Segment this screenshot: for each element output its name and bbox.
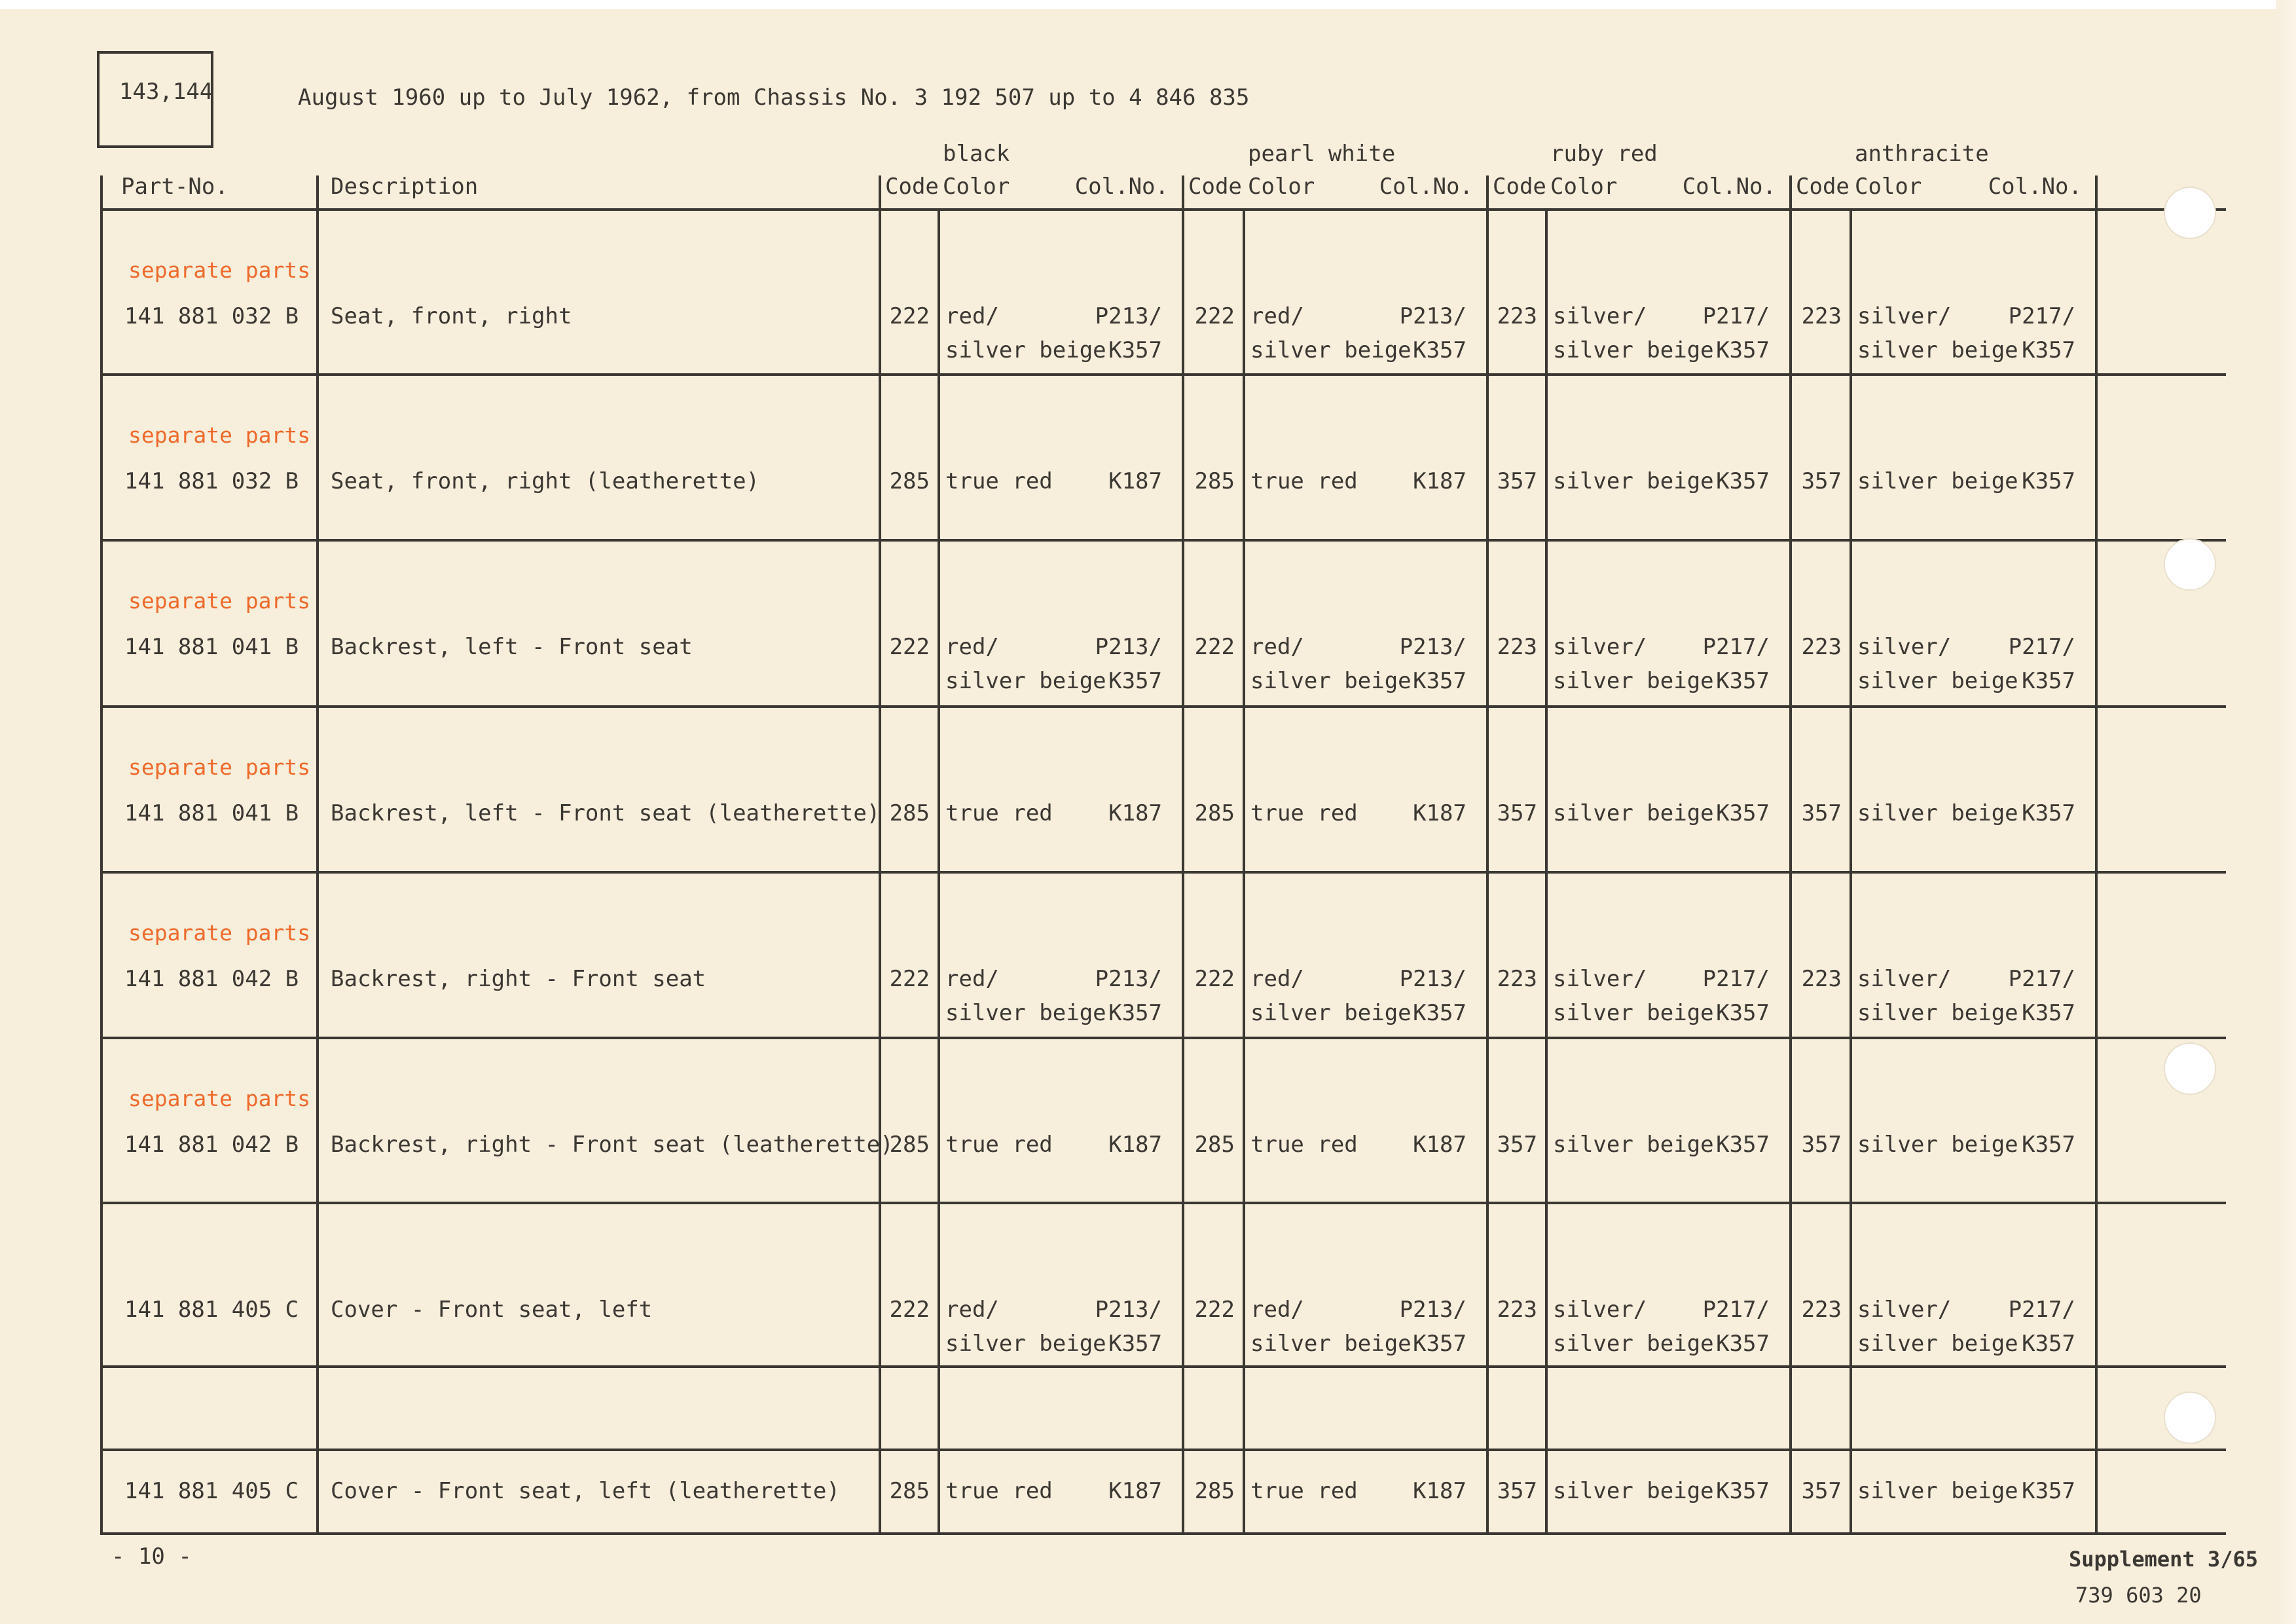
color-name: silver beige	[1857, 1478, 2018, 1504]
color-code: 223	[1497, 303, 1537, 329]
color-number: K357	[2022, 468, 2075, 494]
column-rule	[879, 208, 881, 1535]
color-number-2: K357	[2022, 668, 2075, 694]
header-code: Code	[1796, 174, 1850, 200]
color-code: 223	[1497, 1297, 1537, 1323]
color-name-2: silver beige	[1250, 1331, 1412, 1357]
color-code: 285	[889, 1478, 930, 1504]
color-name-2: silver beige	[1857, 668, 2018, 694]
color-number: K357	[2022, 800, 2075, 826]
color-name: true red	[945, 800, 1053, 826]
color-number: P213/	[1399, 966, 1467, 992]
part-description: Backrest, right - Front seat	[331, 966, 706, 992]
color-name-2: silver beige	[1553, 1000, 1714, 1026]
page-edge-right	[2276, 0, 2296, 1624]
separate-parts-label: separate parts	[128, 1086, 311, 1111]
color-number: K357	[1716, 468, 1770, 494]
section-number: 143,144	[119, 79, 213, 105]
color-number: K187	[1108, 1132, 1162, 1158]
separate-parts-label: separate parts	[128, 422, 311, 448]
color-number: K357	[1716, 1478, 1770, 1504]
color-number-2: K357	[1108, 337, 1162, 363]
header-tick	[1182, 175, 1184, 208]
column-rule	[1486, 208, 1489, 1535]
part-description: Seat, front, right (leatherette)	[331, 468, 760, 494]
color-name: silver/	[1857, 1297, 1952, 1323]
color-code: 285	[889, 468, 930, 494]
column-rule	[938, 208, 940, 1535]
color-name-2: silver beige	[1857, 337, 2018, 363]
color-number: P213/	[1095, 634, 1162, 660]
header-col-no: Col.No.	[1379, 174, 1473, 200]
color-number: P217/	[1702, 966, 1770, 992]
part-number: 141 881 041 B	[124, 800, 299, 826]
row-rule	[100, 871, 2226, 874]
color-name: red/	[1250, 1297, 1304, 1323]
row-rule	[100, 1037, 2226, 1039]
color-number-2: K357	[1108, 1000, 1162, 1026]
color-name-2: silver beige	[1250, 668, 1412, 694]
punch-hole	[2164, 538, 2216, 591]
color-number-2: K357	[1413, 337, 1467, 363]
color-name-2: silver beige	[1857, 1331, 2018, 1357]
color-code: 222	[1194, 966, 1235, 992]
row-rule	[100, 1532, 2226, 1535]
color-code: 222	[889, 303, 930, 329]
color-name: silver beige	[1857, 468, 2018, 494]
header-tick	[100, 175, 103, 208]
color-code: 223	[1801, 1297, 1842, 1323]
color-code: 285	[1194, 800, 1235, 826]
color-name: red/	[945, 303, 999, 329]
color-name: silver/	[1553, 966, 1647, 992]
header-col-no: Col.No.	[1988, 174, 2082, 200]
color-code: 222	[889, 1297, 930, 1323]
part-number: 141 881 041 B	[124, 634, 299, 660]
part-number: 141 881 032 B	[124, 468, 299, 494]
color-code: 222	[1194, 634, 1235, 660]
color-name: silver beige	[1857, 800, 2018, 826]
color-code: 223	[1497, 966, 1537, 992]
header-group-2: ruby red	[1550, 141, 1658, 167]
color-name: true red	[945, 1478, 1053, 1504]
color-number: P217/	[1702, 634, 1770, 660]
part-number: 141 881 042 B	[124, 966, 299, 992]
color-name: true red	[1250, 1478, 1358, 1504]
color-number-2: K357	[2022, 337, 2075, 363]
part-number: 141 881 405 C	[124, 1297, 299, 1323]
header-color: Color	[1855, 174, 1922, 200]
color-name-2: silver beige	[1553, 1331, 1714, 1357]
color-number: P213/	[1399, 634, 1467, 660]
column-rule	[100, 208, 103, 1535]
document-number: 739 603 20	[2075, 1583, 2202, 1608]
color-name-2: silver beige	[1553, 337, 1714, 363]
color-number: K357	[1716, 800, 1770, 826]
color-code: 357	[1801, 468, 1842, 494]
column-rule	[1789, 208, 1792, 1535]
color-number-2: K357	[2022, 1000, 2075, 1026]
color-name-2: silver beige	[1553, 668, 1714, 694]
color-name: red/	[945, 1297, 999, 1323]
part-description: Seat, front, right	[331, 303, 572, 329]
color-name: silver/	[1553, 1297, 1647, 1323]
color-name: silver/	[1857, 634, 1952, 660]
color-number: K357	[1716, 1132, 1770, 1158]
part-number: 141 881 042 B	[124, 1132, 299, 1158]
color-name-2: silver beige	[1250, 1000, 1412, 1026]
header-group-1: pearl white	[1248, 141, 1396, 167]
color-code: 357	[1497, 1132, 1537, 1158]
header-tick	[316, 175, 319, 208]
color-name: silver/	[1857, 303, 1952, 329]
separate-parts-label: separate parts	[128, 588, 311, 614]
part-description: Backrest, left - Front seat (leatherette)	[331, 800, 881, 826]
page-number: - 10 -	[111, 1543, 192, 1570]
color-name: true red	[945, 468, 1053, 494]
color-code: 357	[1801, 800, 1842, 826]
part-number: 141 881 405 C	[124, 1478, 299, 1504]
color-number: K187	[1413, 468, 1467, 494]
color-number-2: K357	[1716, 337, 1770, 363]
column-rule	[1243, 208, 1245, 1535]
row-rule	[100, 373, 2226, 376]
column-rule	[2095, 208, 2098, 1535]
column-rule	[1850, 208, 1852, 1535]
color-name: red/	[945, 634, 999, 660]
row-rule	[100, 1449, 2226, 1451]
color-number: K187	[1413, 800, 1467, 826]
color-code: 222	[889, 634, 930, 660]
color-number: P217/	[1702, 1297, 1770, 1323]
punch-hole	[2164, 1392, 2216, 1444]
color-name: silver beige	[1553, 468, 1714, 494]
separate-parts-label: separate parts	[128, 257, 311, 283]
color-name-2: silver beige	[1250, 337, 1412, 363]
color-code: 285	[1194, 1132, 1235, 1158]
color-number: K187	[1413, 1478, 1467, 1504]
color-code: 223	[1801, 634, 1842, 660]
color-number: P213/	[1095, 1297, 1162, 1323]
color-number-2: K357	[1716, 668, 1770, 694]
color-number-2: K357	[1413, 1000, 1467, 1026]
header-tick	[1789, 175, 1792, 208]
color-number-2: K357	[1716, 1331, 1770, 1357]
color-number: P217/	[2008, 966, 2075, 992]
header-description: Description	[331, 174, 479, 200]
color-name: silver beige	[1857, 1132, 2018, 1158]
color-number: P217/	[1702, 303, 1770, 329]
color-name-2: silver beige	[1857, 1000, 2018, 1026]
color-number: P217/	[2008, 1297, 2075, 1323]
color-number: P213/	[1399, 303, 1467, 329]
color-name: red/	[1250, 966, 1304, 992]
color-code: 357	[1801, 1478, 1842, 1504]
part-description: Cover - Front seat, left	[331, 1297, 653, 1323]
color-number: K187	[1108, 468, 1162, 494]
color-code: 357	[1497, 468, 1537, 494]
color-number-2: K357	[1108, 668, 1162, 694]
part-description: Cover - Front seat, left (leatherette)	[331, 1478, 840, 1504]
color-number: K357	[2022, 1478, 2075, 1504]
color-name: silver beige	[1553, 800, 1714, 826]
color-code: 223	[1801, 966, 1842, 992]
row-rule	[100, 1365, 2226, 1368]
part-description: Backrest, left - Front seat	[331, 634, 693, 660]
color-number-2: K357	[1716, 1000, 1770, 1026]
punch-hole	[2164, 1043, 2216, 1095]
header-color: Color	[1248, 174, 1315, 200]
color-number: K187	[1413, 1132, 1467, 1158]
color-number-2: K357	[1108, 1331, 1162, 1357]
color-name: red/	[945, 966, 999, 992]
header-col-no: Col.No.	[1074, 174, 1169, 200]
color-number: P217/	[2008, 303, 2075, 329]
separate-parts-label: separate parts	[128, 920, 311, 946]
color-number: P213/	[1095, 303, 1162, 329]
punch-hole	[2164, 187, 2216, 239]
color-code: 285	[889, 1132, 930, 1158]
header-group-3: anthracite	[1855, 141, 1989, 167]
color-name: true red	[1250, 468, 1358, 494]
color-name: silver/	[1553, 634, 1647, 660]
color-code: 285	[1194, 468, 1235, 494]
color-number: P213/	[1399, 1297, 1467, 1323]
color-name: red/	[1250, 634, 1304, 660]
section-box	[97, 51, 213, 148]
color-name-2: silver beige	[945, 1331, 1106, 1357]
color-code: 357	[1497, 1478, 1537, 1504]
color-code: 223	[1497, 634, 1537, 660]
color-name: silver beige	[1553, 1478, 1714, 1504]
color-name: true red	[1250, 1132, 1358, 1158]
row-rule	[100, 539, 2226, 542]
header-code: Code	[1493, 174, 1546, 200]
color-name: true red	[945, 1132, 1053, 1158]
color-code: 357	[1801, 1132, 1842, 1158]
color-number: K357	[2022, 1132, 2075, 1158]
color-number-2: K357	[1413, 668, 1467, 694]
color-code: 222	[1194, 303, 1235, 329]
table-top-rule	[100, 208, 2226, 211]
header-part-no: Part-No.	[121, 174, 228, 200]
column-rule	[1182, 208, 1184, 1535]
color-name: silver/	[1857, 966, 1952, 992]
color-code: 285	[1194, 1478, 1235, 1504]
header-col-no: Col.No.	[1682, 174, 1776, 200]
part-number: 141 881 032 B	[124, 303, 299, 329]
column-rule	[316, 208, 319, 1535]
header-color: Color	[943, 174, 1010, 200]
color-number: K187	[1108, 800, 1162, 826]
color-code: 285	[889, 800, 930, 826]
color-number-2: K357	[1413, 1331, 1467, 1357]
color-number: P217/	[2008, 634, 2075, 660]
row-rule	[100, 705, 2226, 708]
color-name-2: silver beige	[945, 1000, 1106, 1026]
color-code: 222	[889, 966, 930, 992]
color-name: red/	[1250, 303, 1304, 329]
period-text: August 1960 up to July 1962, from Chassis No. 3 192 507 up to 4 846 835	[298, 84, 1250, 111]
color-name: true red	[1250, 800, 1358, 826]
color-code: 357	[1497, 800, 1537, 826]
color-name-2: silver beige	[945, 668, 1106, 694]
part-description: Backrest, right - Front seat (leatherette)	[331, 1132, 894, 1158]
header-code: Code	[885, 174, 939, 200]
supplement-label: Supplement 3/65	[2069, 1547, 2258, 1572]
page-edge	[0, 0, 2296, 9]
header-color: Color	[1550, 174, 1618, 200]
color-name: silver/	[1553, 303, 1647, 329]
column-rule	[1545, 208, 1548, 1535]
header-tick	[879, 175, 881, 208]
color-number-2: K357	[2022, 1331, 2075, 1357]
row-rule	[100, 1202, 2226, 1204]
color-name-2: silver beige	[945, 337, 1106, 363]
header-tick	[2095, 175, 2098, 208]
header-code: Code	[1188, 174, 1242, 200]
color-number: K187	[1108, 1478, 1162, 1504]
header-group-0: black	[943, 141, 1010, 167]
separate-parts-label: separate parts	[128, 754, 311, 780]
header-tick	[1486, 175, 1489, 208]
color-name: silver beige	[1553, 1132, 1714, 1158]
color-code: 222	[1194, 1297, 1235, 1323]
color-code: 223	[1801, 303, 1842, 329]
color-number: P213/	[1095, 966, 1162, 992]
